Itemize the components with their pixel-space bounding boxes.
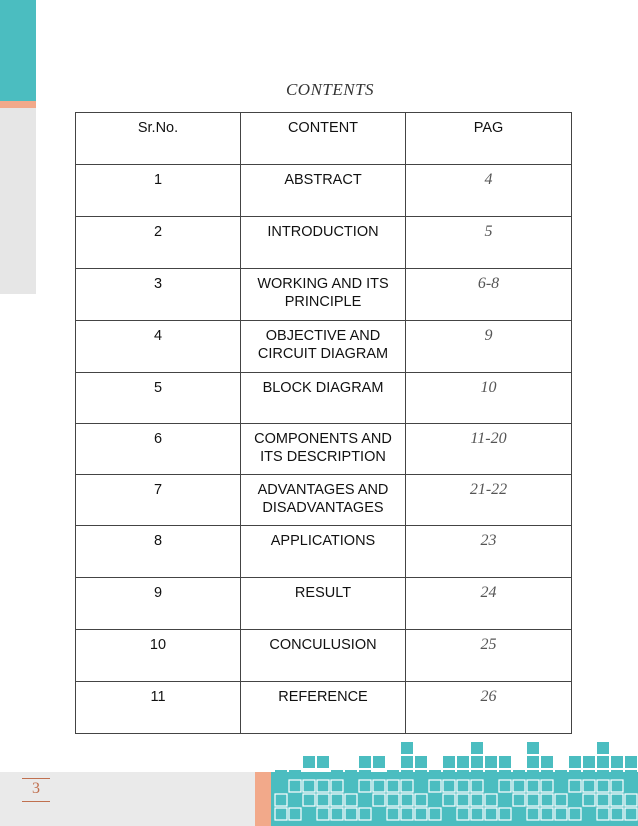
row-page: 5 [406, 217, 572, 269]
mosaic-square [415, 756, 427, 768]
mosaic-square [275, 770, 287, 782]
mosaic-square [457, 756, 469, 768]
table-header-row [76, 113, 572, 165]
mosaic-outline-square [625, 794, 637, 806]
row-page: 25 [406, 630, 572, 682]
table-row [76, 526, 572, 578]
row-content: WORKING AND ITS PRINCIPLE [241, 269, 406, 321]
mosaic-outline-square [331, 808, 343, 820]
mosaic-outline-square [373, 780, 385, 792]
header-page: PAG [406, 113, 572, 165]
mosaic-square [611, 756, 623, 768]
row-serial: 1 [76, 165, 241, 217]
mosaic-square [485, 770, 497, 782]
mosaic-outline-square [457, 808, 469, 820]
mosaic-outline-square [555, 808, 567, 820]
row-serial: 6 [76, 424, 241, 475]
row-serial: 8 [76, 526, 241, 578]
row-content: OBJECTIVE AND CIRCUIT DIAGRAM [241, 321, 406, 373]
mosaic-outline-square [443, 794, 455, 806]
mosaic-outline-square [289, 808, 301, 820]
mosaic-outline-square [527, 794, 539, 806]
table-row [76, 269, 572, 321]
footer-square-mosaic-decoration [271, 740, 638, 826]
mosaic-outline-square [415, 808, 427, 820]
table-row [76, 578, 572, 630]
mosaic-outline-square [499, 808, 511, 820]
mosaic-outline-square [331, 794, 343, 806]
mosaic-outline-square [317, 794, 329, 806]
table-row [76, 682, 572, 734]
header-serial: Sr.No. [76, 113, 241, 165]
mosaic-square [583, 756, 595, 768]
table-row [76, 165, 572, 217]
mosaic-outline-square [513, 794, 525, 806]
row-content: CONCULUSION [241, 630, 406, 682]
page-number: 3 [32, 780, 40, 797]
row-content: COMPONENTS AND ITS DESCRIPTION [241, 424, 406, 475]
table-row [76, 630, 572, 682]
mosaic-square [625, 756, 637, 768]
row-page: 10 [406, 373, 572, 424]
page-title: CONTENTS [285, 80, 375, 99]
table-row [76, 424, 572, 475]
table-row [76, 217, 572, 269]
row-serial: 9 [76, 578, 241, 630]
row-serial: 3 [76, 269, 241, 321]
row-serial: 4 [76, 321, 241, 373]
row-content: APPLICATIONS [241, 526, 406, 578]
mosaic-outline-square [401, 808, 413, 820]
mosaic-square [317, 756, 329, 768]
mosaic-square [485, 756, 497, 768]
mosaic-outline-square [303, 794, 315, 806]
mosaic-outline-square [597, 808, 609, 820]
contents-table [75, 112, 572, 734]
mosaic-square [625, 770, 637, 782]
row-page: 23 [406, 526, 572, 578]
mosaic-square [471, 756, 483, 768]
mosaic-square [345, 770, 357, 782]
mosaic-square [499, 756, 511, 768]
row-serial: 11 [76, 682, 241, 734]
mosaic-outline-square [485, 808, 497, 820]
left-sidebar-orange-stripe [0, 101, 36, 108]
mosaic-outline-square [555, 794, 567, 806]
mosaic-outline-square [387, 808, 399, 820]
mosaic-outline-square [457, 794, 469, 806]
row-serial: 2 [76, 217, 241, 269]
mosaic-square [597, 756, 609, 768]
mosaic-outline-square [611, 794, 623, 806]
mosaic-outline-square [317, 780, 329, 792]
mosaic-square [443, 756, 455, 768]
mosaic-outline-square [275, 794, 287, 806]
mosaic-outline-square [275, 808, 287, 820]
mosaic-square [527, 742, 539, 754]
row-content: ADVANTAGES AND DISADVANTAGES [241, 475, 406, 526]
row-page: 6-8 [406, 269, 572, 321]
mosaic-outline-square [471, 794, 483, 806]
page-number-rule-top [22, 778, 50, 779]
mosaic-outline-square [541, 794, 553, 806]
footer-orange-stripe [255, 772, 271, 826]
mosaic-outline-square [583, 794, 595, 806]
mosaic-square [527, 756, 539, 768]
mosaic-outline-square [611, 808, 623, 820]
row-content: REFERENCE [241, 682, 406, 734]
mosaic-outline-square [373, 794, 385, 806]
mosaic-outline-square [541, 808, 553, 820]
mosaic-square [401, 742, 413, 754]
table-row [76, 373, 572, 424]
row-serial: 7 [76, 475, 241, 526]
page-number-rule-bottom [22, 801, 50, 802]
table-row [76, 475, 572, 526]
row-page: 11-20 [406, 424, 572, 475]
mosaic-outline-square [527, 808, 539, 820]
mosaic-outline-square [429, 808, 441, 820]
mosaic-square [541, 756, 553, 768]
row-page: 24 [406, 578, 572, 630]
mosaic-outline-square [387, 794, 399, 806]
mosaic-square [415, 770, 427, 782]
row-content: INTRODUCTION [241, 217, 406, 269]
mosaic-square [471, 742, 483, 754]
row-page: 21-22 [406, 475, 572, 526]
table-row [76, 321, 572, 373]
mosaic-square [359, 756, 371, 768]
mosaic-square [401, 756, 413, 768]
mosaic-square [597, 742, 609, 754]
mosaic-outline-square [625, 808, 637, 820]
row-page: 9 [406, 321, 572, 373]
row-serial: 5 [76, 373, 241, 424]
mosaic-outline-square [401, 794, 413, 806]
mosaic-outline-square [569, 808, 581, 820]
row-page: 26 [406, 682, 572, 734]
mosaic-square [555, 770, 567, 782]
mosaic-outline-square [471, 808, 483, 820]
mosaic-square [569, 756, 581, 768]
mosaic-outline-square [485, 794, 497, 806]
mosaic-square [373, 756, 385, 768]
row-content: ABSTRACT [241, 165, 406, 217]
mosaic-outline-square [303, 780, 315, 792]
mosaic-square [303, 756, 315, 768]
row-serial: 10 [76, 630, 241, 682]
mosaic-outline-square [359, 808, 371, 820]
row-content: RESULT [241, 578, 406, 630]
header-content: CONTENT [241, 113, 406, 165]
row-page: 4 [406, 165, 572, 217]
mosaic-outline-square [317, 808, 329, 820]
mosaic-outline-square [345, 794, 357, 806]
mosaic-outline-square [345, 808, 357, 820]
row-content: BLOCK DIAGRAM [241, 373, 406, 424]
mosaic-outline-square [415, 794, 427, 806]
mosaic-outline-square [597, 794, 609, 806]
